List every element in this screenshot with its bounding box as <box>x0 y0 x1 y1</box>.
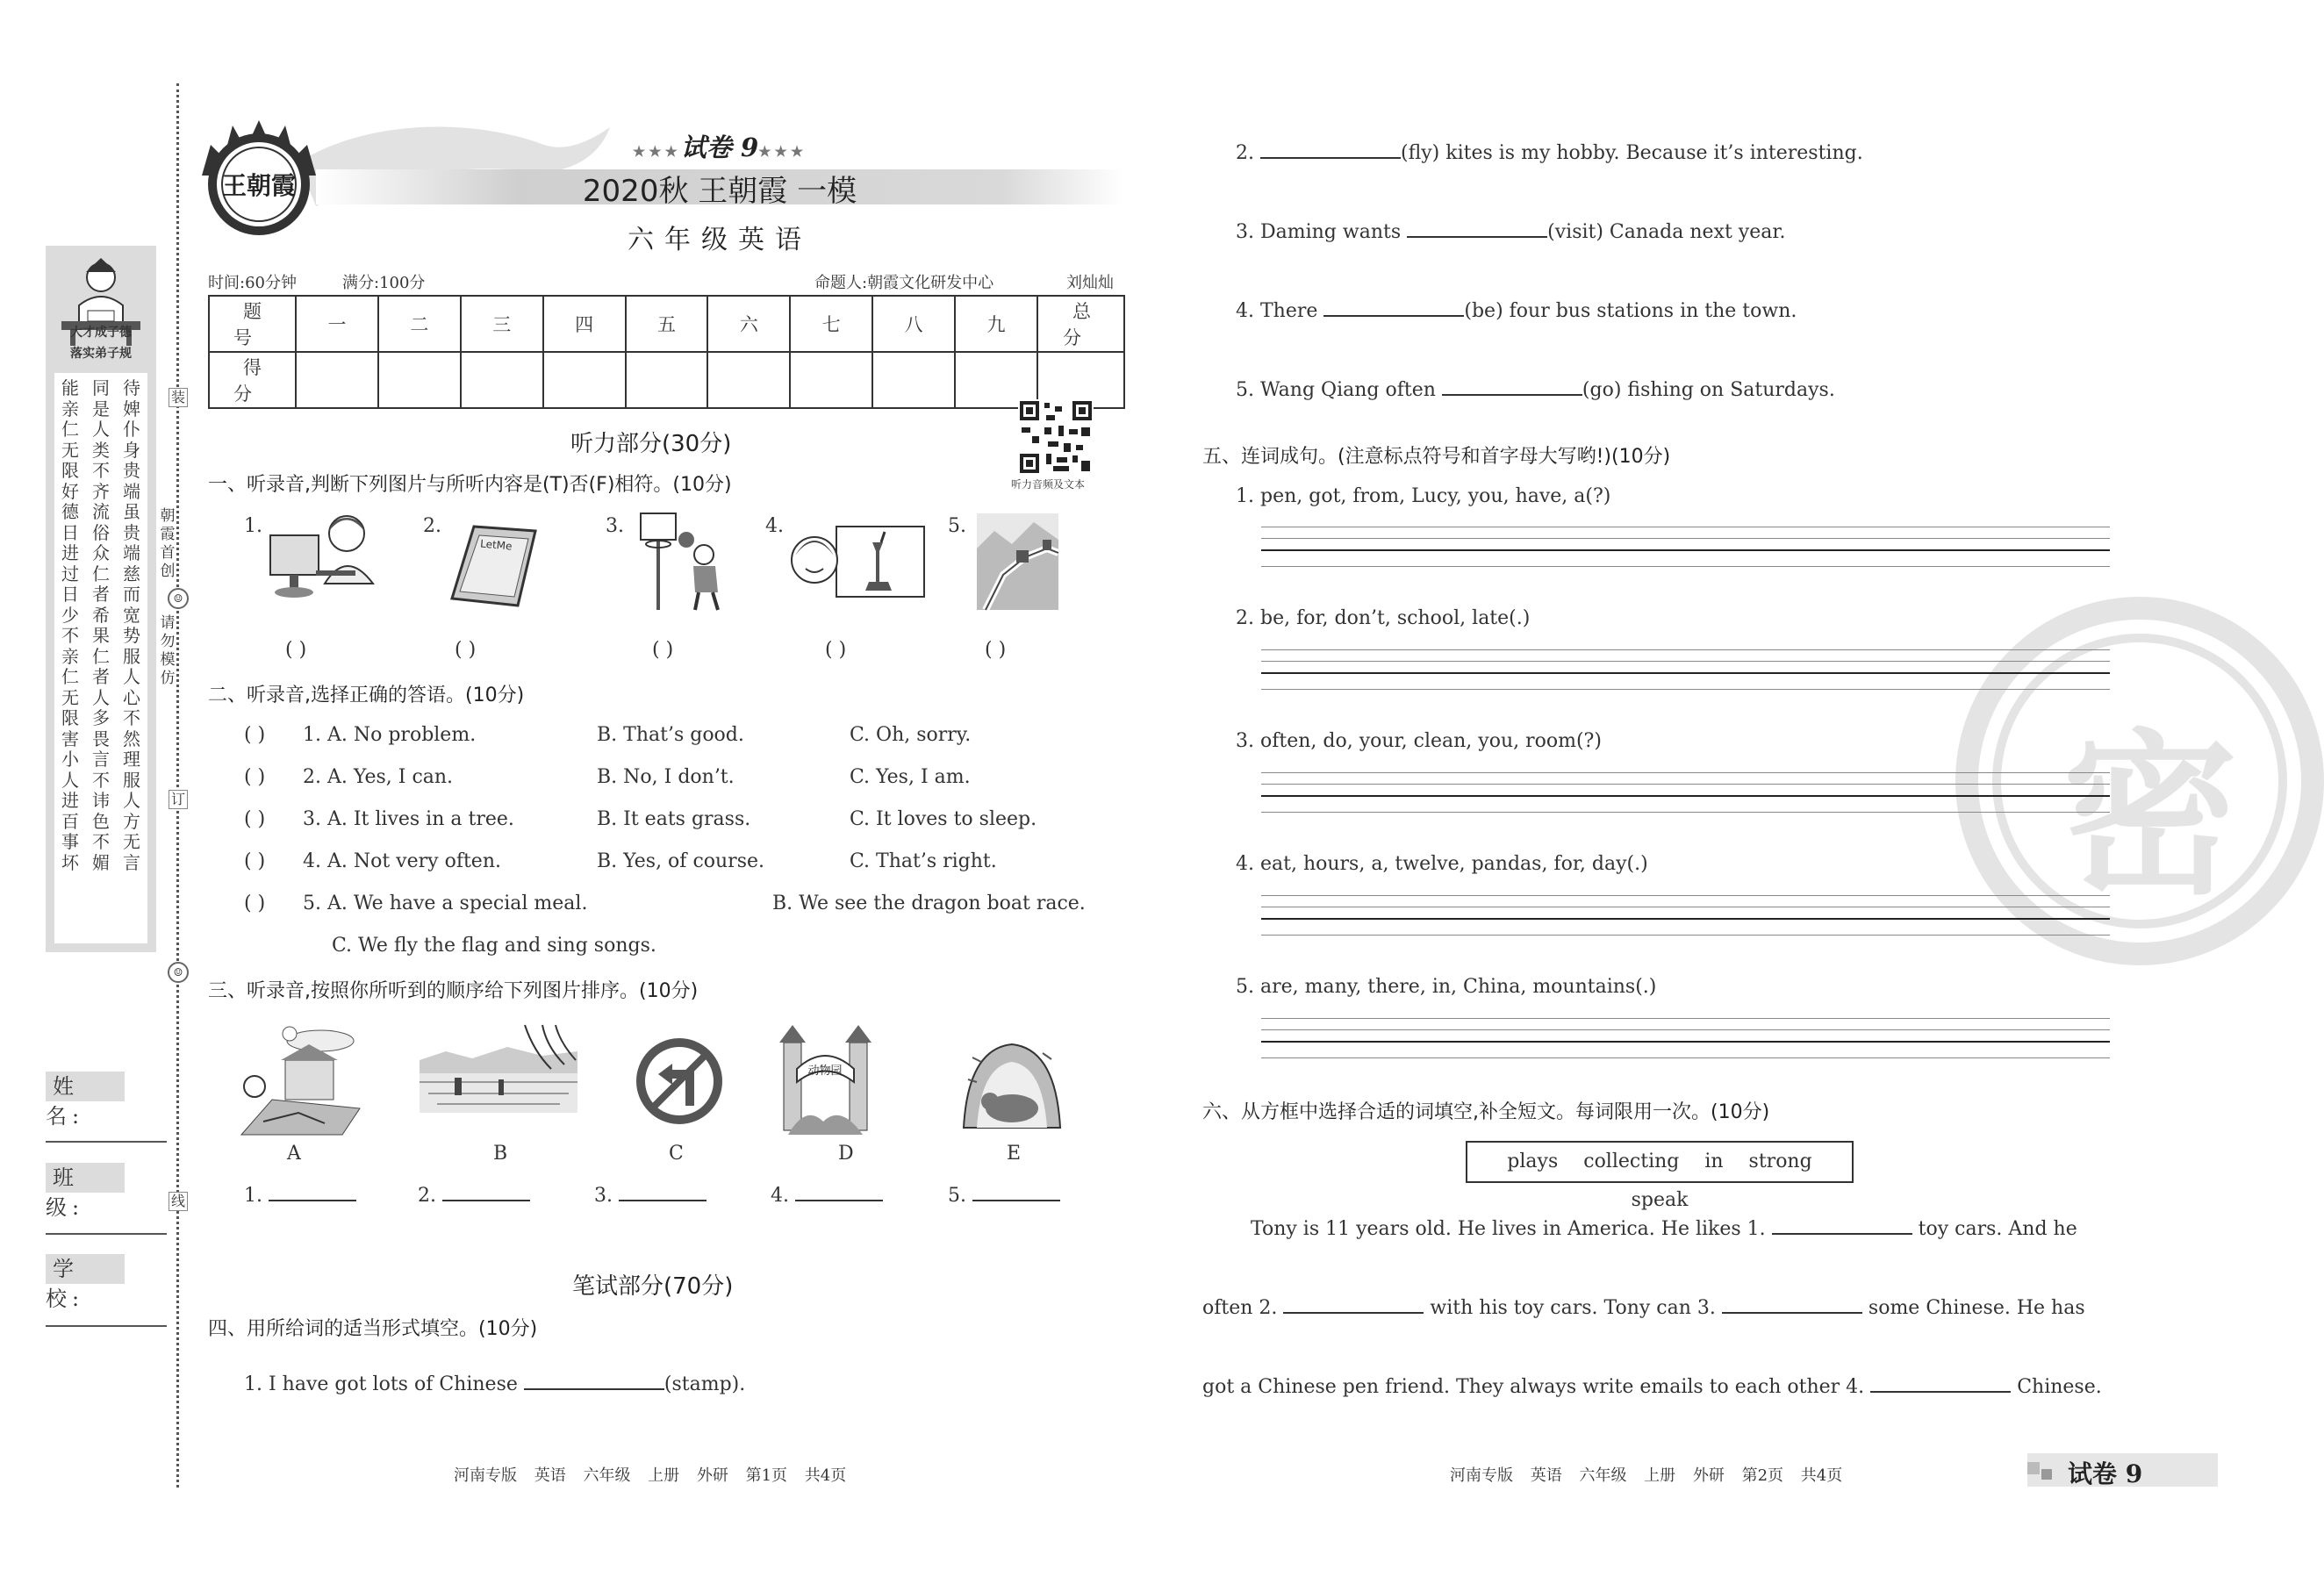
motto-title-2: 落实弟子规 <box>70 347 132 361</box>
q2-option-4a: 4. A. Not very often. <box>303 850 501 872</box>
q4-title: 四、用所给词的适当形式填空。(10分) <box>208 1318 538 1340</box>
q1-num-2: 2. <box>423 515 441 537</box>
binding-char-3: 线 <box>169 1192 188 1211</box>
q4-item-5: 5. Wang Qiang often (go) fishing on Saturdays. <box>1236 379 1835 401</box>
q6-blank-4[interactable] <box>1870 1391 2011 1393</box>
q2-option-1a: 1. A. No problem. <box>303 724 477 746</box>
corner-exam-number: 试卷 9 <box>2068 1459 2143 1488</box>
score-table-header-row: 题 号 一 二 三 四 五 六 七 八 九 总 分 <box>209 296 1124 352</box>
q2-title: 二、听录音,选择正确的答语。(10分) <box>208 685 525 706</box>
motto-panel <box>46 246 156 952</box>
qr-caption: 听力音频及文本 <box>1011 478 1086 491</box>
exam-number: ★★★试卷 9★★★ <box>632 133 807 162</box>
q6-blank-2[interactable] <box>1283 1312 1424 1314</box>
motto-column-3: 待婢仆身贵端虽贵端慈而宽势服人心不然理服人方无言 <box>123 377 140 873</box>
q4-item-2: 2. (fly) kites is my hobby. Because it’s interesting. <box>1236 142 1863 164</box>
q2-option-5a: 5. A. We have a special meal. <box>303 893 588 914</box>
score-table <box>208 295 1125 409</box>
q1-paren-4[interactable]: ( ) <box>825 639 847 661</box>
motto-column-2: 同是人类不齐流俗众仁者希果仁者人多畏言不讳色不媚 <box>92 377 110 873</box>
q2-option-1c: C. Oh, sorry. <box>850 724 972 746</box>
q2-paren-1[interactable]: ( ) <box>244 724 266 746</box>
q1-num-5: 5. <box>948 515 966 537</box>
statue-of-liberty-picture <box>788 525 929 599</box>
q2-option-5b: B. We see the dragon boat race. <box>772 893 1086 914</box>
q6-line-3: got a Chinese pen friend. They always write emails to each other 4. Chinese. <box>1202 1376 2102 1398</box>
q1-paren-3[interactable]: ( ) <box>652 639 674 661</box>
binding-dotted-line <box>176 83 179 1488</box>
written-section-title: 笔试部分(70分) <box>572 1273 734 1300</box>
q3-letter-a: A <box>287 1143 301 1165</box>
q1-paren-1[interactable]: ( ) <box>285 639 307 661</box>
q4-blank-4[interactable] <box>1323 315 1464 317</box>
q3-title: 三、听录音,按照你所听到的顺序给下列图片排序。(10分) <box>208 980 699 1002</box>
q2-option-2c: C. Yes, I am. <box>850 766 971 788</box>
q2-option-2a: 2. A. Yes, I can. <box>303 766 454 788</box>
q3-answer-2[interactable]: 2. <box>418 1185 530 1207</box>
q1-title: 一、听录音,判断下列图片与所听内容是(T)否(F)相符。(10分) <box>208 474 732 496</box>
q2-paren-5[interactable]: ( ) <box>244 893 266 914</box>
q4-blank-3[interactable] <box>1407 236 1547 238</box>
binding-char-1: 装 <box>169 388 188 407</box>
side-note-original: 朝霞首创 <box>160 507 176 580</box>
q3-answer-3[interactable]: 3. <box>594 1185 707 1207</box>
logo-text: 王朝霞 <box>221 171 297 200</box>
binding-hole-icon: ☺ <box>168 962 189 983</box>
q5-title: 五、连词成句。(注意标点符号和首字母大写哟!)(10分) <box>1202 446 1671 468</box>
q4-item-3: 3. Daming wants (visit) Canada next year. <box>1236 221 1786 243</box>
zoo-sign: 动物园 <box>807 1065 843 1078</box>
picture-e-cave-animal <box>959 1040 1065 1128</box>
q2-option-3c: C. It loves to sleep. <box>850 808 1037 830</box>
binding-hole-icon: ☺ <box>168 588 189 609</box>
no-left-turn-sign-icon <box>635 1037 723 1125</box>
side-note-no-copy: 请勿模仿 <box>160 614 176 687</box>
motto-title-1: 大才成子德 <box>70 326 132 340</box>
q1-num-4: 4. <box>765 515 784 537</box>
q4-item-4: 4. There (be) four bus stations in the town. <box>1236 300 1797 322</box>
q6-title: 六、从方框中选择合适的词填空,补全短文。每词限用一次。(10分) <box>1202 1101 1770 1123</box>
q5-item-1: 1. pen, got, from, Lucy, you, have, a(?) <box>1236 485 1611 507</box>
great-wall-picture <box>977 513 1058 610</box>
time-limit: 时间:60分钟 <box>208 274 297 292</box>
q6-blank-3[interactable] <box>1722 1312 1862 1314</box>
q4-item-1: 1. I have got lots of Chinese (stamp). <box>244 1373 746 1395</box>
class-label: 班 级: <box>46 1163 125 1193</box>
q2-option-5c: C. We fly the flag and sing songs. <box>332 935 656 957</box>
name-line[interactable] <box>46 1141 167 1143</box>
q3-answer-5[interactable]: 5. <box>948 1185 1060 1207</box>
q2-option-4c: C. That’s right. <box>850 850 997 872</box>
q1-num-3: 3. <box>606 515 624 537</box>
motto-column-1: 能亲仁无限好德日进过日少不亲仁无限害小人进百事坏 <box>61 377 79 873</box>
word-bank-box: plays collecting in strong speak <box>1466 1141 1854 1183</box>
q2-paren-4[interactable]: ( ) <box>244 850 266 872</box>
picture-a-picnic <box>237 1025 369 1135</box>
q2-option-3b: B. It eats grass. <box>597 808 751 830</box>
q1-paren-5[interactable]: ( ) <box>985 639 1007 661</box>
school-label: 学 校: <box>46 1254 125 1284</box>
class-line[interactable] <box>46 1233 167 1235</box>
author-name: 刘灿灿 <box>1066 274 1114 292</box>
q2-option-2b: B. No, I don’t. <box>597 766 735 788</box>
q5-item-2: 2. be, for, don’t, school, late(.) <box>1236 607 1531 629</box>
full-score: 满分:100分 <box>342 274 426 292</box>
picture-d-zoo-gate <box>779 1025 872 1135</box>
author: 命题人:朝霞文化研发中心 <box>814 274 994 292</box>
book-picture <box>448 518 544 614</box>
basketball-picture <box>632 509 737 614</box>
picture-b-lake <box>420 1025 577 1113</box>
watermark-char: 密 <box>2062 714 2238 919</box>
listening-section-title: 听力部分(30分) <box>570 431 732 457</box>
q6-line-1: Tony is 11 years old. He lives in America. He likes 1. toy cars. And he <box>1251 1218 2077 1240</box>
corner-tab <box>2027 1453 2218 1487</box>
q3-answer-4[interactable]: 4. <box>771 1185 883 1207</box>
subject-title: 六年级英语 <box>628 225 812 255</box>
q2-option-1b: B. That’s good. <box>597 724 744 746</box>
q2-option-3a: 3. A. It lives in a tree. <box>303 808 514 830</box>
q3-letter-b: B <box>493 1143 508 1165</box>
q2-option-4b: B. Yes, of course. <box>597 850 764 872</box>
q4-blank-2[interactable] <box>1260 157 1401 159</box>
footer-left: 河南专版 英语 六年级 上册 外研 第1页 共4页 <box>454 1466 847 1485</box>
q5-item-5: 5. are, many, there, in, China, mountains(.) <box>1236 976 1657 998</box>
q2-paren-3[interactable]: ( ) <box>244 808 266 830</box>
q6-blank-1[interactable] <box>1772 1233 1912 1235</box>
binding-char-2: 订 <box>169 790 188 809</box>
q4-blank-5[interactable] <box>1442 394 1582 396</box>
qr-code-icon[interactable] <box>1018 399 1094 475</box>
q3-letter-d: D <box>838 1143 854 1165</box>
q3-answer-1[interactable]: 1. <box>244 1185 356 1207</box>
q6-line-2: often 2. with his toy cars. Tony can 3. some Chinese. He has <box>1202 1297 2085 1319</box>
q3-letter-e: E <box>1007 1143 1022 1165</box>
q3-letter-c: C <box>669 1143 684 1165</box>
q1-paren-2[interactable]: ( ) <box>455 639 477 661</box>
q1-num-1: 1. <box>244 515 262 537</box>
q2-paren-2[interactable]: ( ) <box>244 766 266 788</box>
footer-right: 河南专版 英语 六年级 上册 外研 第2页 共4页 <box>1450 1466 1843 1485</box>
q5-item-3: 3. often, do, your, clean, you, room(?) <box>1236 730 1602 752</box>
q5-item-4: 4. eat, hours, a, twelve, pandas, for, day(.) <box>1236 853 1648 875</box>
q4-blank-1[interactable] <box>524 1388 664 1390</box>
woman-computer-picture <box>263 509 395 614</box>
name-label: 姓 名: <box>46 1072 125 1101</box>
book-label: LetMe <box>479 537 513 553</box>
score-table-score-row: 得 分 <box>209 352 1124 408</box>
exam-title: 2020秋 王朝霞 一模 <box>582 174 857 209</box>
school-line[interactable] <box>46 1325 167 1327</box>
